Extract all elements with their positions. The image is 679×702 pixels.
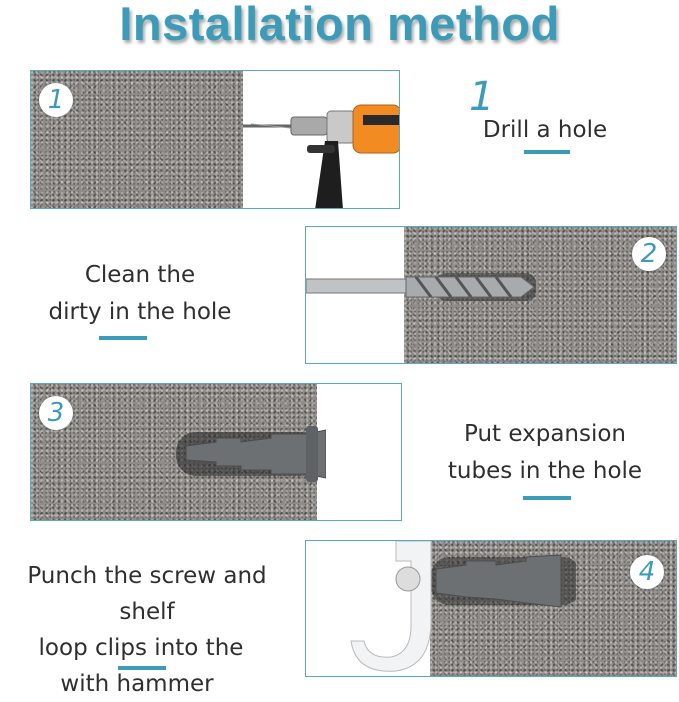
drill-bit-icon: [306, 267, 546, 307]
step-2-line-1: Clean the: [84, 262, 196, 288]
step-3-line-1: Put expansion: [463, 421, 627, 447]
step-4-number: 4: [630, 555, 664, 589]
step-4-line-2: loop clips into the: [38, 635, 244, 661]
step-1-number: 1: [39, 83, 73, 117]
step-1-panel: [30, 70, 400, 209]
step-2-underline: [99, 336, 147, 340]
drill-icon: [243, 71, 400, 209]
step-4-panel: [305, 540, 677, 677]
step-3-underline: [523, 496, 571, 500]
step-2-panel: [305, 226, 677, 364]
page-title: Installation method: [119, 0, 560, 50]
step-3-number: 3: [39, 396, 73, 430]
step-1-underline: [524, 150, 570, 154]
step-2-number: 2: [632, 237, 666, 271]
expansion-tube-icon: [176, 424, 326, 484]
step-3-text: [430, 416, 660, 490]
step-4-text: [0, 558, 294, 702]
step-4-line-3: with hammer: [60, 671, 214, 697]
step-4-line-1: Punch the screw and shelf: [27, 563, 267, 625]
step-4-underline: [118, 666, 166, 670]
step-3-line-2: tubes in the hole: [447, 458, 643, 484]
step-2-text: [20, 257, 260, 331]
step-1-text: Drill a hole: [482, 117, 608, 143]
step-3-panel: [30, 383, 402, 521]
shelf-clip-icon: [336, 541, 576, 677]
step-2-line-2: dirty in the hole: [48, 299, 232, 325]
step-1-big-number: 1: [469, 74, 495, 120]
